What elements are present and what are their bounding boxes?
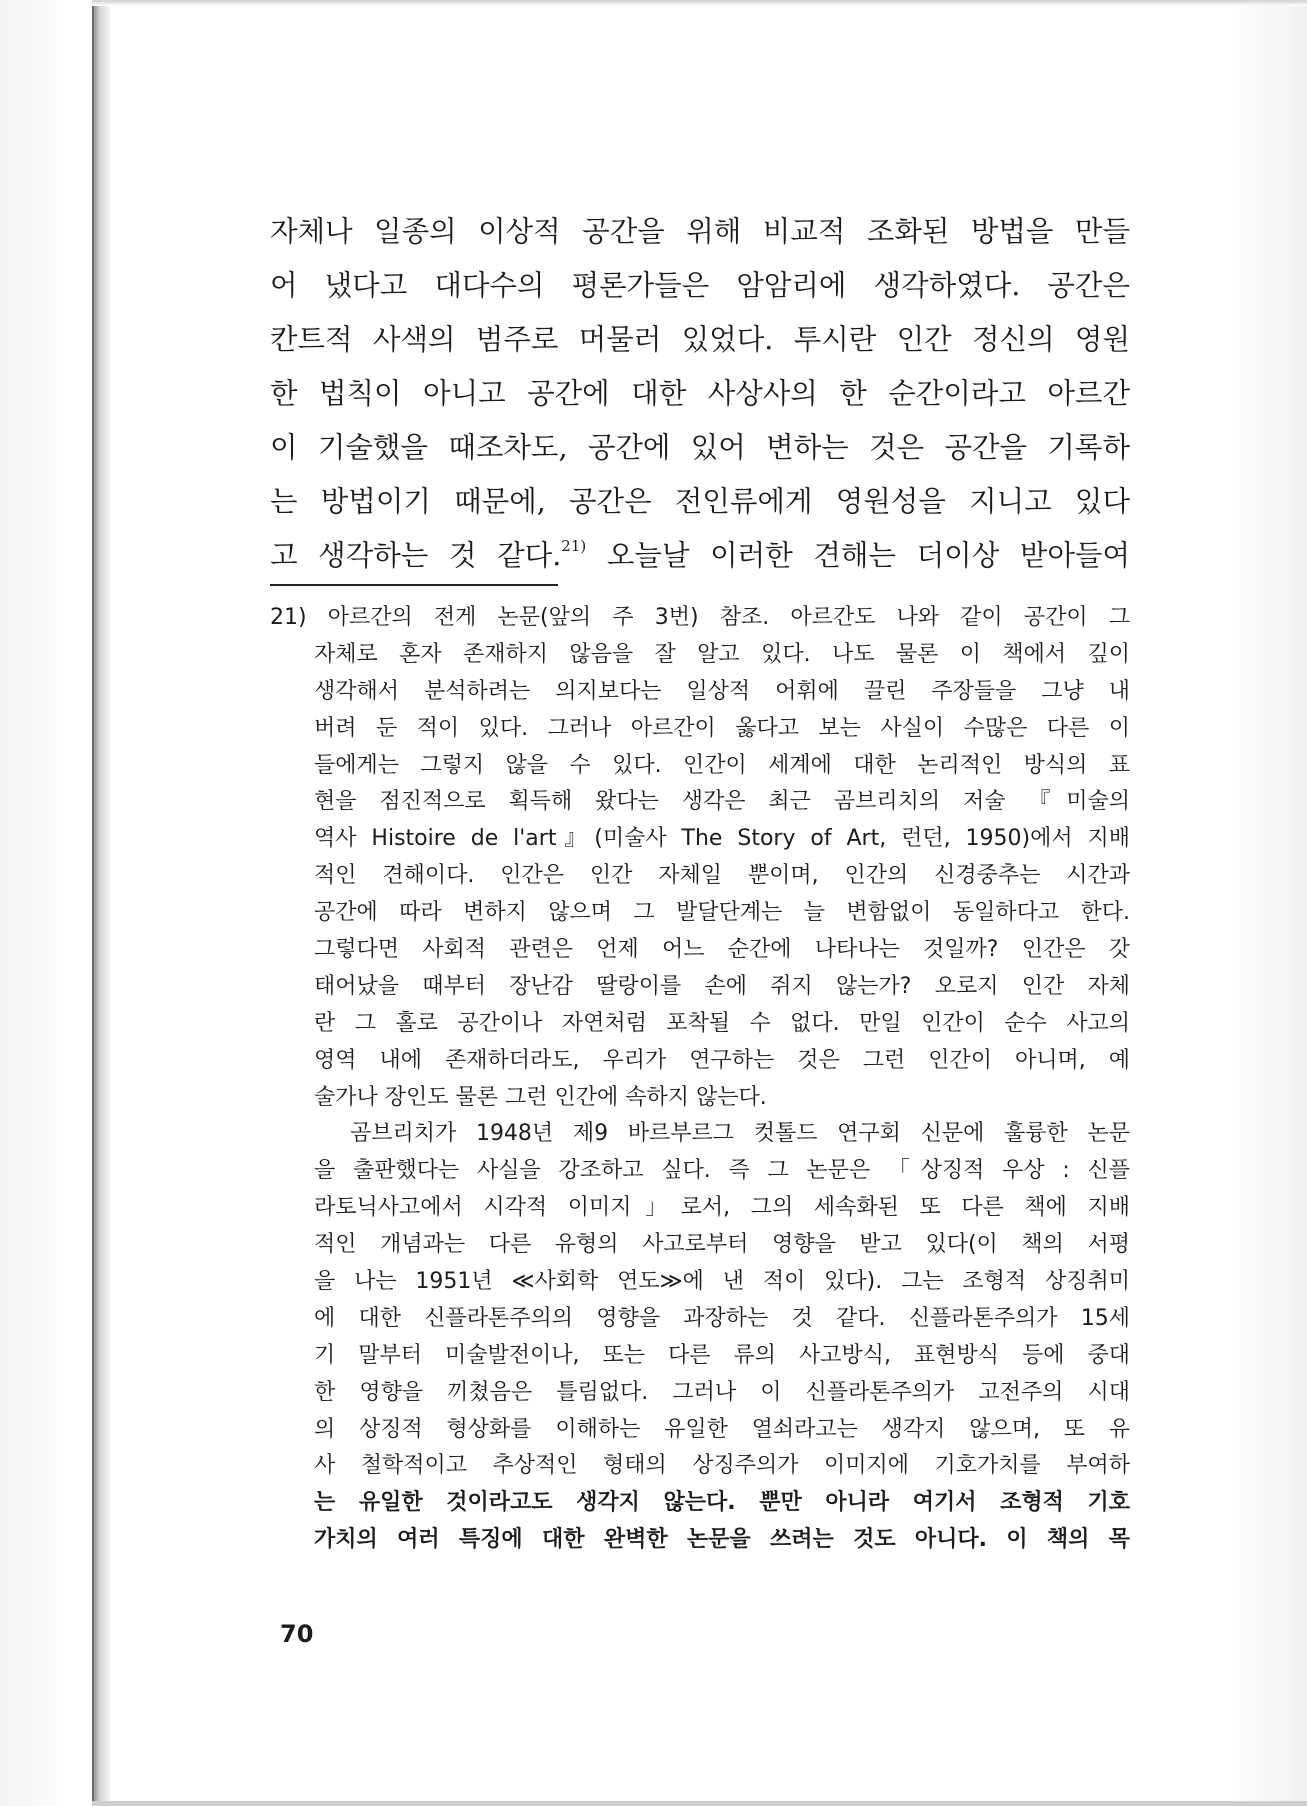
body-text-fragment: 고 생각하는 것 같다. [270, 539, 562, 572]
footnote-line: 적인 견해이다. 인간은 인간 자체일 뿐이며, 인간의 신경중추는 시간과 [314, 863, 1130, 889]
body-line: 이 기술했을 때조차도, 공간에 있어 변하는 것은 공간을 기록하 [270, 431, 1130, 464]
footnote-line: 공간에 따라 변하지 않으며 그 발달단계는 늘 변함없이 동일하다고 한다. [314, 900, 1130, 926]
footnote-line: 태어났을 때부터 장난감 딸랑이를 손에 쥐지 않는가? 오로지 인간 자체 [314, 973, 1130, 999]
body-line: 칸트적 사색의 범주로 머물러 있었다. 투시란 인간 정신의 영원 [270, 323, 1130, 356]
footnote-line: 는 유일한 것이라고도 생각지 않는다. 뿐만 아니라 여기서 조형적 기호 [314, 1490, 1130, 1516]
main-body-text [270, 205, 1130, 583]
body-line: 는 방법이기 때문에, 공간은 전인류에게 영원성을 지니고 있다 [270, 485, 1130, 518]
footnote-line: 그렇다면 사회적 관련은 언제 어느 순간에 나타나는 것일까? 인간은 갓 [314, 937, 1130, 963]
body-line: 어 냈다고 대다수의 평론가들은 암암리에 생각하였다. 공간은 [270, 269, 1130, 302]
footnote-line: 버려 둔 적이 있다. 그러나 아르간이 옳다고 보는 사실이 수많은 다른 이 [314, 715, 1130, 741]
page-binding-edge [92, 0, 110, 1806]
body-line: 자체나 일종의 이상적 공간을 위해 비교적 조화된 방법을 만들 [270, 215, 1130, 248]
page-number: 70 [280, 1620, 314, 1648]
page-top-edge [92, 0, 1307, 6]
footnote-line: 라토닉사고에서 시각적 이미지」로서, 그의 세속화된 또 다른 책에 지배 [314, 1195, 1130, 1221]
footnote-line: 가치의 여러 특징에 대한 완벽한 논문을 쓰려는 것도 아니다. 이 책의 목 [314, 1527, 1130, 1553]
footnote-line: 적인 개념과는 다른 유형의 사고로부터 영향을 받고 있다(이 책의 서평 [314, 1232, 1130, 1258]
footnote-line: 의 상징적 형상화를 이해하는 유일한 열쇠라고는 생각지 않으며, 또 유 [314, 1416, 1130, 1442]
body-line: 한 법칙이 아니고 공간에 대한 사상사의 한 순간이라고 아르간 [270, 377, 1130, 410]
body-line-with-footnote-ref [270, 529, 1130, 583]
body-text-fragment: 오늘날 이러한 견해는 더이상 받아들여 [586, 539, 1130, 572]
footnote-line: 생각해서 분석하려는 의지보다는 일상적 어휘에 끌린 주장들을 그냥 내 [314, 678, 1130, 704]
footnote-line: 역사 Histoire de l'art』(미술사 The Story of Art, 런던, 1950)에서 지배 [314, 826, 1130, 852]
footnote-separator [270, 584, 558, 586]
footnote-line: 자체로 혼자 존재하지 않음을 잘 알고 있다. 나도 물론 이 책에서 깊이 [314, 641, 1130, 667]
footnote-line: 영역 내에 존재하더라도, 우리가 연구하는 것은 그런 인간이 아니며, 예 [314, 1047, 1130, 1073]
footnote-line: 한 영향을 끼쳤음은 틀림없다. 그러나 이 신플라톤주의가 고전주의 시대 [314, 1379, 1130, 1405]
footnote-line: 현을 점진적으로 획득해 왔다는 생각은 최근 곰브리치의 저술 『미술의 [314, 789, 1130, 815]
footnote-line: 21) 아르간의 전게 논문(앞의 주 3번) 참조. 아르간도 나와 같이 공간이 그 [270, 605, 1130, 630]
footnote-line: 들에게는 그렇지 않을 수 있다. 인간이 세계에 대한 논리적인 방식의 표 [314, 752, 1130, 778]
footnote-line: 을 나는 1951년 ≪사회학 연도≫에 낸 적이 있다). 그는 조형적 상징취미 [314, 1269, 1130, 1295]
footnote-line: 술가나 장인도 물론 그런 인간에 속하지 않는다. [314, 1084, 767, 1110]
footnote-line: 사 철학적이고 추상적인 형태의 상징주의가 이미지에 기호가치를 부여하 [314, 1453, 1130, 1479]
footnote-section [270, 600, 1130, 1559]
footnote-line: 기 말부터 미술발전이나, 또는 다른 류의 사고방식, 표현방식 등에 중대 [314, 1342, 1130, 1368]
footnote-reference[interactable]: 21) [561, 537, 587, 555]
footnote-line: 에 대한 신플라톤주의의 영향을 과장하는 것 같다. 신플라톤주의가 15세 [314, 1305, 1130, 1331]
footnote-line: 을 출판했다는 사실을 강조하고 싶다. 즉 그 논문은 「상징적 우상 : 신플 [314, 1158, 1130, 1184]
footnote-line: 곰브리치가 1948년 제9 바르부르그 컷톨드 연구회 신문에 훌륭한 논문 [350, 1121, 1130, 1147]
page-bottom-edge [92, 1801, 1307, 1806]
footnote-line: 란 그 홀로 공간이나 자연처럼 포착될 수 없다. 만일 인간이 순수 사고의 [314, 1010, 1130, 1036]
